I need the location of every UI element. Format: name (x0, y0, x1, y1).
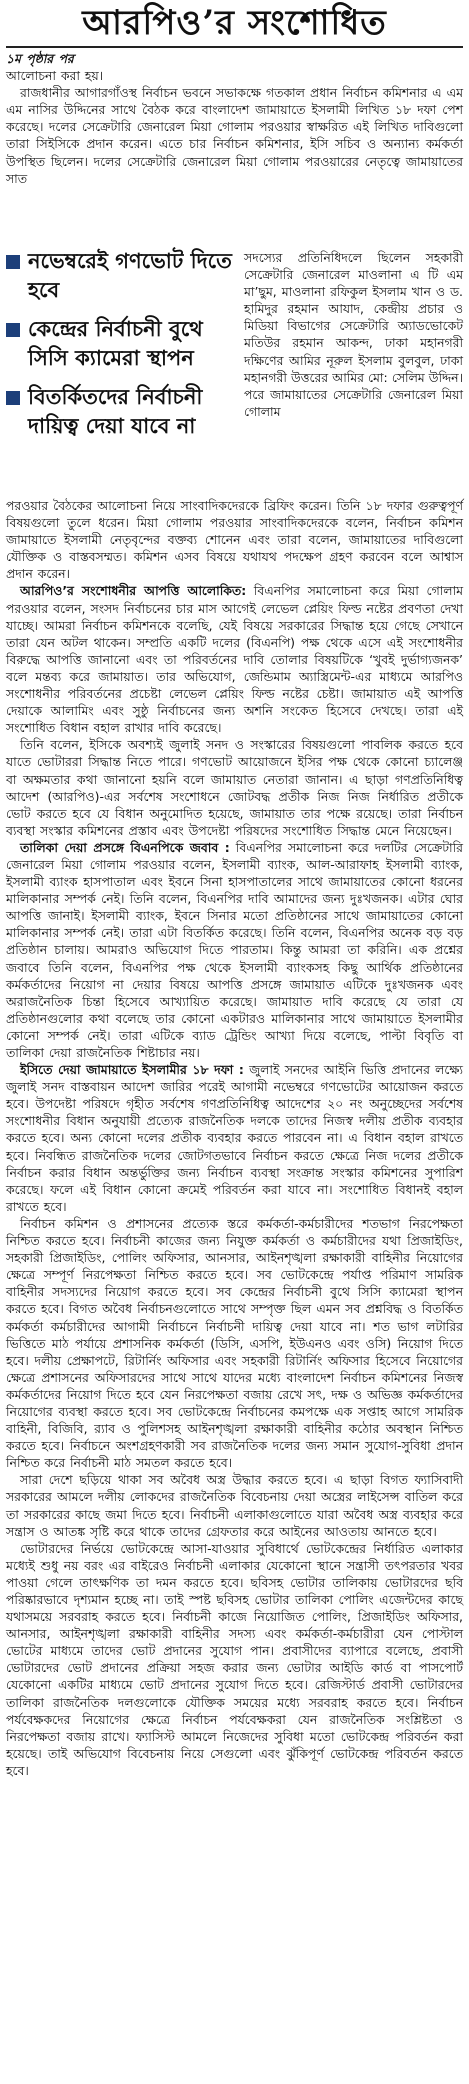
pull-quote-text: নভেম্বরেই গণভোট দিতে হবে (28, 249, 232, 302)
body-paragraph (6, 839, 463, 1061)
square-bullet-icon (6, 391, 20, 405)
intro-paragraph: রাজধানীর আগারগাঁওস্থ নির্বাচন ভবনে সভাকক্ষে গতকাল প্রধান নির্বাচন কমিশনার এ এম এম নাসির উদ্দিনের সাথে বৈঠক করে বাংলাদেশ জামায়াতে ইসলামী লিখিত ১৮ দফা পেশ করেছে। দলের সেক্রেটারি জেনারেল মিয়া গোলাম পরওয়ার স্বাক্ষরিত এই লিখিত দাবিগুলো তারা সিইসিকে প্রদান করেন। এতে চার নির্বাচন কমিশনার, ইসি সচিব ও অন্যান্য কর্মকর্তা উপস্থিত ছিলেন। দলের সেক্রেটারি জেনারেল মিয়া গোলাম পরওয়ারের নেতৃত্বে জামায়াতের সাত (6, 85, 463, 186)
paragraph-text: নির্বাচন কমিশন ও প্রশাসনের প্রত্যেক স্তরে কর্মকর্তা-কর্মচারীদের শতভাগ নিরপেক্ষতা নিশ্চিত করতে হবে। নির্বাচনী কাজের জন্য নিযুক্ত কর্মকর্তা ও কর্মচারীদের যথা প্রিজাইডিং, সহকারী প্রিজাইডিং, পোলিং অফিসার, আনসার, আইনশৃঙ্খলা রক্ষাকারী বাহিনীর নিয়োগের ক্ষেত্রে সম্পূর্ণ নিরপেক্ষতা নিশ্চিত করতে হবে। সব ভোটকেন্দ্রে পর্যাপ্ত পরিমাণ সামরিক বাহিনীর সদস্যদের নিয়োগ করতে হবে। সব কেন্দ্রের নির্বাচনী বুথে সিসি ক্যামেরা স্থাপন করতে হবে। বিগত অবৈধ নির্বাচনগুলোতে সাথে সম্পৃক্ত ছিল এমন সব প্রশ্নবিদ্ধ ও বিতর্কিত কর্মকর্তা কর্মচারীদের আগামী নির্বাচনে নির্বাচনী দায়িত্ব দেয়া যাবে না। শত ভাগ লটারির ভিত্তিতে মাঠ পর্যায়ে প্রশাসনিক কর্মকর্তা (ডিসি, এসপি, ইউএনও এবং ওসি) নিয়োগ দিতে হবে। দলীয় প্রেক্ষাপটে, রিটার্নিং অফিসার এবং সহকারী রিটার্নিং অফিসার হিসেবে নিয়োগের ক্ষেত্রে প্রশাসনের অফিসারদের সাথে সাথে যাদের মধ্যে বাংলাদেশ নির্বাচন কমিশনের নিজস্ব কর্মকর্তাদের নিয়োগ দিতে হবে যেন নিরপেক্ষতা বজায় রেখে সৎ, দক্ষ ও অভিজ্ঞ কর্মকর্তাদের নিয়োগের ব্যবস্থা করতে হবে। সব ভোটকেন্দ্রে নির্বাচনের কমপক্ষে এক সপ্তাহ আগে সামরিক বাহিনী, বিজিবি, র‌্যাব ও পুলিশসহ আইনশৃঙ্খলা রক্ষাকারী বাহিনীর কঠোর অবস্থান নিশ্চিত করতে হবে। নির্বাচনে অংশগ্রহণকারী সব রাজনৈতিক দলের জন্য সমান সুযোগ-সুবিধা প্রদান নিশ্চিত করে নির্বাচনী মাঠ সমতল করতে হবে। (6, 1215, 463, 1471)
paragraph-text: বিএনপির সমালোচনা করে মিয়া গোলাম পরওয়ার বলেন, সংসদ নির্বাচনের চার মাস আগেই লেভেল প্লেয়িং ফিল্ড নষ্টের প্রবণতা দেখা যাচ্ছে। আমরা নির্বাচন কমিশনকে বলেছি, যেই বিষয়ে সরকারের সিদ্ধান্ত হয়ে গেছে সেখানে তারা যেন অটল থাকেন। সম্প্রতি একটি দলের (বিএনপি) পক্ষ থেকে এসে এই সংশোধনীর বিরুদ্ধে আপত্তি জানানো এবং তা পরিবর্তনের দাবি তোলার বিষয়টিকে ‘খুবই দুর্ভাগ্যজনক’ বলে মন্তব্য করে জামায়াত। তার অভিযোগ, জেন্ডিমাম অ্যাস্ত্রিমেন্ট-এর মাধ্যমে আরপিও সংশোধনীর পরিবর্তনের প্রচেষ্টা লেভেল প্লেয়িং ফিল্ড নষ্টের চেষ্টা। জামায়াত এই আপত্তি দেয়াকে আলামিং এবং সুষ্ঠু নির্বাচনের জন্য অশনি সংকেত হিসেবে দেখছে। তারা এই সংশোধিত বিধান বহাল রাখার দাবি করেছে। (6, 583, 463, 736)
body-paragraph (6, 497, 463, 582)
paragraph-text: তিনি বলেন, ইসিকে অবশ্যই জুলাই সনদ ও সংস্কারের বিষয়গুলো পাবলিক করতে হবে যাতে ভোটাররা সিদ্ধান্ত নিতে পারে। গণভোট আয়োজনে ইসির পক্ষ থেকে কোনো চ্যালেঞ্জ বা অক্ষমতার কথা জানানো হয়নি বলে জামায়াত নেতারা জানান। এ ছাড়া গণপ্রতিনিধিত্ব আদেশ (আরপিও)-এর সর্বশেষ সংশোধনে জোটবদ্ধ প্রতীক নিজ নিজ নির্ধারিত প্রতীকে ভোট করতে হবে যে বিধান অনুমোদিত হয়েছে, জামায়াত তার পক্ষে রয়েছে। তারা নির্বাচন ব্যবস্থা সংস্কার কমিশনের প্রস্তাব এবং উপদেষ্টা পরিষদের সংশোধিত সিদ্ধান্ত মেনে নিয়েছেন। (6, 737, 463, 838)
headline-rule (6, 46, 463, 48)
subheading: তালিকা দেয়া প্রসঙ্গে বিএনপিকে জবাব : (20, 839, 230, 855)
body-paragraph (6, 1540, 463, 1779)
pull-quote-text: কেন্দ্রের নির্বাচনী বুথে সিসি ক্যামেরা স্থাপন (28, 317, 203, 370)
intro-text (6, 50, 463, 187)
subheading: আরপিও’র সংশোধনীর আপত্তি আলোকিত: (20, 583, 247, 599)
paragraph-text: ভোটারদের নির্ভয়ে ভোটকেন্দ্রে আসা-যাওয়ার সুবিধার্থে ভোটকেন্দ্রের নির্ধারিত এলাকার মধ্যেই শুধু নয় বরং এর বাইরেও নির্বাচনী এলাকার যেকোনো স্থানে সন্ত্রাসী তৎপরতার খবর পাওয়া গেলে তাৎক্ষণিক তা দমন করতে হবে। ছবিসহ ভোটার তালিকায় ভোটারদের ছবি পরিষ্কারভাবে দৃশ্যমান হচ্ছে না। তাই স্পষ্ট ছবিসহ ভোটার তালিকা পোলিং এজেন্টদের কাছে যথাসময়ে সরবরাহ করতে হবে। নির্বাচনী কাজে নিয়োজিত পোলিং, প্রিজাইডিং অফিসার, আনসার, আইনশৃঙ্খলা রক্ষাকারী বাহিনীর সদস্য এবং কর্মকর্তা-কর্মচারীরা যেন পোস্টাল ভোটের মাধ্যমে তাদের ভোট প্রদানের সুযোগ পান। প্রবাসীদের ব্যাপারে বলেছে, প্রবাসী ভোটারদের ভোট প্রদানের প্রক্রিয়া সহজ করার জন্য ভোটার আইডি কার্ড বা পাসপোর্ট যেকোনো একটির মাধ্যমে ভোট প্রদানের সুযোগ দিতে হবে। রেজিস্টার্ড প্রবাসী ভোটারদের তালিকা রাজনৈতিক দলগুলোকে যৌক্তিক সময়ের মধ্যে সরবরাহ করতে হবে। নির্বাচন পর্যবেক্ষকদের নিয়োগের ক্ষেত্রে নির্বাচন পর্যবেক্ষকরা যেন রাজনৈতিক সংশ্লিষ্টতা ও নিরপেক্ষতা বজায় রাখে। ফ্যাসিস্ট আমলে নিজেদের সুবিধা মতো ভোটকেন্দ্র পরিবর্তন করা হয়েছে। তাই অভিযোগ বিবেচনায় নিয়ে সেগুলো এবং ঝুঁকিপূর্ণ ভোটকেন্দ্র পরিবর্তন করতে হবে। (6, 1540, 463, 1778)
body-paragraph (6, 1061, 463, 1215)
paragraph-text: বিএনপির সমালোচনা করে দলটির সেক্রেটারি জেনারেল মিয়া গোলাম পরওয়ার বলেন, ইসলামী ব্যাংক, আল-আরাফাহ ইসলামী ব্যাংক, ইসলামী ব্যাংক হাসপাতাল এবং ইবনে সিনা হাসপাতালের সাথে জামায়াতের কোনো ধরনের মালিকানার সম্পর্ক নেই। তিনি বলেন, বিএনপির দাবি আমাদের জন্য দুঃখজনক। এটার ঘোর আপত্তি জানাই। ইসলামী ব্যাংক, ইবনে সিনার মতো প্রতিষ্ঠানের সাথে জামায়াতের কোনো মালিকানার সম্পর্ক নেই। তারা এটা বিতর্কিত করেছে। তিনি বলেন, বিএনপির অনেক বড় বড় প্রতিষ্ঠান চালায়। আমরাও অভিযোগ দিতে পারতাম। কিন্তু আমরা তা করিনি। এক প্রশ্নের জবাবে তিনি বলেন, বিএনপির পক্ষ থেকে ইসলামী ব্যাংকসহ কিছু আর্থিক প্রতিষ্ঠানের কর্মকর্তাদের নিয়োগ না দেয়ার বিষয়ে আপত্তি প্রসঙ্গে জামায়াত এটিকে দুঃখজনক এবং অরাজনৈতিক চিন্তা হিসেবে আখ্যায়িত করেছে। জামায়াত দাবি করেছে যে তারা যে প্রতিষ্ঠানগুলোর কথা বলেছে তার কোনো একটারও মালিকানার সাথে জামায়াতে ইসলামীর কোনো সম্পর্ক নেই। তারা এটিকে ব্যাড ট্রেন্ডিং আখ্যা দিয়ে বলেছে, পাল্টা বিবৃতি বা তালিকা দেয়া রাজনৈতিক শিষ্টাচার নয়। (6, 839, 463, 1060)
subheading: ইসিতে দেয়া জামায়াতে ইসলামীর ১৮ দফা : (20, 1062, 244, 1078)
pull-quotes-box (6, 247, 236, 492)
paragraph-text: জুলাই সনদের আইনি ভিত্তি প্রদানের লক্ষ্যে জুলাই সনদ বাস্তবায়ন আদেশ জারির পরেই আগামী নভেম্বরে গণভোটের আয়োজন করতে হবে। উপদেষ্টা পরিষদে গৃহীত সর্বশেষ গণপ্রতিনিধিত্ব আদেশের ২০ নং অনুচ্ছেদের সর্বশেষ সংশোধনীর বিধান অনুযায়ী প্রত্যেক রাজনৈতিক দলকে তাদের নিজস্ব দলীয় প্রতীক ব্যবহার করতে হবে। অন্য কোনো দলের প্রতীক ব্যবহার করতে পারবেন না। এ বিধান বহাল রাখতে হবে। নিবন্ধিত রাজনৈতিক দলের জোটগতভাবে নির্বাচন করতে ক্ষেত্রে নিজ দলের প্রতীকে নির্বাচন করার বিধান অন্তর্ভুক্তির জন্য নির্বাচন ব্যবস্থা সংক্রান্ত সংস্কার কমিশনের সুপারিশ করেছে। ফলে এই বিধান কোনো ক্রমেই পরিবর্তন করা যাবে না। সংশোধিত বিধানই বহাল রাখতে হবে। (6, 1062, 463, 1214)
pull-quote (6, 315, 236, 373)
headline: আরপিও’র সংশোধিত (82, 3, 387, 43)
body-paragraph (6, 736, 463, 839)
pull-quote (6, 383, 236, 441)
square-bullet-icon (6, 323, 20, 337)
paragraph-text: সারা দেশে ছড়িয়ে থাকা সব অবৈধ অস্ত্র উদ্ধার করতে হবে। এ ছাড়া বিগত ফ্যাসিবাদী সরকারের আমলে দলীয় লোকদের রাজনৈতিক বিবেচনায় দেয়া অস্ত্রের লাইসেন্স বাতিল করে তা সরকারের কাছে জমা দিতে হবে। নির্বাচনী এলাকাগুলোতে যারা অবৈধ অস্ত্র ব্যবহার করে সন্ত্রাস ও আতঙ্ক সৃষ্টি করে থাকে তাদের গ্রেফতার করে আইনের আওতায় আনতে হবে। (6, 1472, 463, 1539)
article-body (6, 497, 463, 1779)
pull-quote (6, 247, 236, 305)
side-column-text: সদস্যের প্রতিনিধিদলে ছিলেন সহকারী সেক্রেটারি জেনারেল মাওলানা এ টি এম মা’ছুম, মাওলানা রফিকুল ইসলাম খান ও ড. হামিদুর রহমান আযাদ, কেন্দ্রীয় প্রচার ও মিডিয়া বিভাগের সেক্রেটারি অ্যাডভোকেট মতিউর রহমান আকন্দ, ঢাকা মহানগরী দক্ষিণের আমির নূরুল ইসলাম বুলবুল, ঢাকা মহানগরী উত্তরের আমির মো: সেলিম উদ্দিন। পরে জামায়াতের সেক্রেটারি জেনারেল মিয়া গোলাম (244, 250, 463, 419)
pull-quote-text: বিতর্কিতদের নির্বাচনী দায়িত্ব দেয়া যাবে না (28, 385, 203, 438)
body-paragraph (6, 1215, 463, 1471)
paragraph-text: পরওয়ার বৈঠকের আলোচনা নিয়ে সাংবাদিকদেরকে ব্রিফিং করেন। তিনি ১৮ দফার গুরুত্বপূর্ণ বিষয়গুলো তুলে ধরেন। মিয়া গোলাম পরওয়ার সাংবাদিকদেরকে বলেন, নির্বাচন কমিশন জামায়াতে ইসলামী নেতৃবৃন্দের বক্তব্য শোনেন এবং তারা বলেন, জামায়াতের দাবিগুলো যৌক্তিক ও বাস্তবসম্মত। কমিশন এসব বিষয়ে যথাযথ পদক্ষেপ গ্রহণ করবেন বলে আশ্বাস প্রদান করেন। (6, 498, 463, 582)
intro-line-1: আলোচনা করা হয়। (6, 68, 104, 84)
body-paragraph (6, 1471, 463, 1539)
body-paragraph (6, 582, 463, 736)
kicker: ১ম পৃষ্ঠার পর (6, 51, 74, 66)
square-bullet-icon (6, 255, 20, 269)
